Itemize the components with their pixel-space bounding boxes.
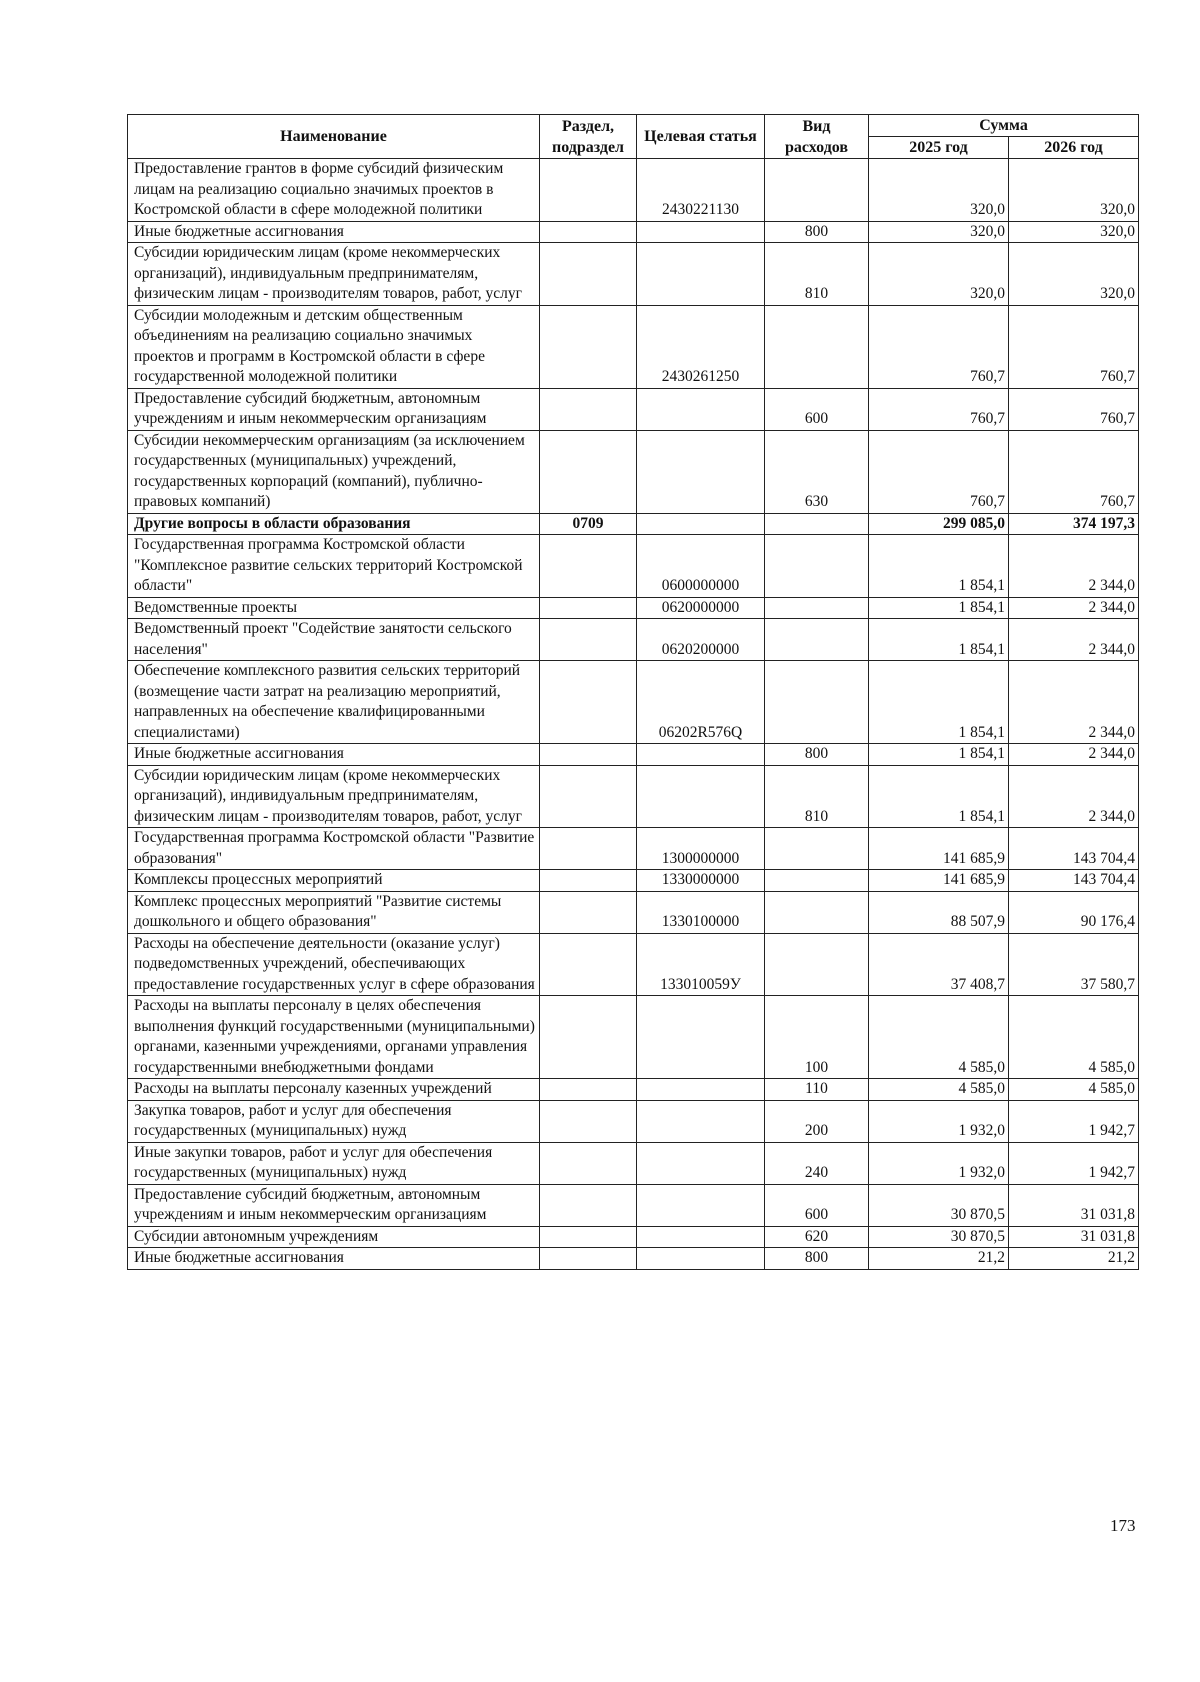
header-name: Наименование [128, 115, 540, 159]
row-section [540, 1142, 637, 1184]
row-sum-2026: 31 031,8 [1009, 1226, 1139, 1248]
row-name: Иные бюджетные ассигнования [128, 1248, 540, 1270]
table-row [128, 535, 1139, 598]
header-year-2025: 2025 год [869, 137, 1009, 159]
row-sum-2025: 760,7 [869, 388, 1009, 430]
row-kind [765, 933, 869, 996]
row-kind: 800 [765, 221, 869, 243]
row-sum-2025: 1 854,1 [869, 619, 1009, 661]
table-row [128, 305, 1139, 388]
row-sum-2026: 2 344,0 [1009, 597, 1139, 619]
row-kind: 800 [765, 1248, 869, 1270]
row-sum-2025: 1 854,1 [869, 765, 1009, 828]
row-target [637, 1079, 765, 1101]
table-row [128, 765, 1139, 828]
row-target: 133010059У [637, 933, 765, 996]
row-kind [765, 159, 869, 222]
row-name: Иные бюджетные ассигнования [128, 221, 540, 243]
table-row [128, 221, 1139, 243]
row-kind [765, 891, 869, 933]
row-section [540, 1079, 637, 1101]
table-row [128, 430, 1139, 513]
row-sum-2026: 2 344,0 [1009, 744, 1139, 766]
table-row [128, 1142, 1139, 1184]
row-sum-2025: 37 408,7 [869, 933, 1009, 996]
row-target: 0600000000 [637, 535, 765, 598]
row-target [637, 1226, 765, 1248]
row-sum-2026: 2 344,0 [1009, 765, 1139, 828]
row-section [540, 996, 637, 1079]
row-target: 2430261250 [637, 305, 765, 388]
row-target [637, 765, 765, 828]
row-sum-2025: 141 685,9 [869, 828, 1009, 870]
row-target [637, 388, 765, 430]
row-kind: 100 [765, 996, 869, 1079]
table-row [128, 619, 1139, 661]
table-row [128, 597, 1139, 619]
row-name: Иные закупки товаров, работ и услуг для обеспечения государственных (муниципальных) нужд [128, 1142, 540, 1184]
row-target: 1330000000 [637, 870, 765, 892]
row-section [540, 891, 637, 933]
table-row [128, 1248, 1139, 1270]
row-name: Субсидии юридическим лицам (кроме некоммерческих организаций), индивидуальным предпринимателям, физическим лицам - производителям товаров, работ, услуг [128, 765, 540, 828]
row-section [540, 1184, 637, 1226]
row-sum-2026: 2 344,0 [1009, 535, 1139, 598]
table-row-section-total [128, 513, 1139, 535]
row-target [637, 1100, 765, 1142]
row-target: 0620200000 [637, 619, 765, 661]
row-name: Другие вопросы в области образования [128, 513, 540, 535]
row-name: Комплекс процессных мероприятий "Развитие системы дошкольного и общего образования" [128, 891, 540, 933]
row-name: Предоставление субсидий бюджетным, автономным учреждениям и иным некоммерческим организациям [128, 1184, 540, 1226]
row-sum-2026: 760,7 [1009, 388, 1139, 430]
row-kind [765, 619, 869, 661]
row-name: Субсидии молодежным и детским общественным объединениям на реализацию социально значимых проектов и программ в Костромской области в сфере государственной молодежной политики [128, 305, 540, 388]
row-kind [765, 828, 869, 870]
row-section [540, 828, 637, 870]
row-sum-2026: 37 580,7 [1009, 933, 1139, 996]
table-row [128, 996, 1139, 1079]
row-kind: 240 [765, 1142, 869, 1184]
row-section [540, 597, 637, 619]
row-sum-2025: 88 507,9 [869, 891, 1009, 933]
row-target [637, 221, 765, 243]
row-name: Субсидии автономным учреждениям [128, 1226, 540, 1248]
row-sum-2025: 4 585,0 [869, 996, 1009, 1079]
row-sum-2026: 1 942,7 [1009, 1142, 1139, 1184]
row-sum-2026: 760,7 [1009, 305, 1139, 388]
row-target: 1300000000 [637, 828, 765, 870]
row-section [540, 870, 637, 892]
row-sum-2025: 1 932,0 [869, 1100, 1009, 1142]
row-sum-2025: 4 585,0 [869, 1079, 1009, 1101]
header-year-2026: 2026 год [1009, 137, 1139, 159]
row-target [637, 996, 765, 1079]
row-target: 0620000000 [637, 597, 765, 619]
table-row [128, 933, 1139, 996]
row-sum-2026: 2 344,0 [1009, 661, 1139, 744]
row-target [637, 513, 765, 535]
table-row [128, 388, 1139, 430]
row-sum-2026: 90 176,4 [1009, 891, 1139, 933]
row-name: Предоставление субсидий бюджетным, автономным учреждениям и иным некоммерческим организациям [128, 388, 540, 430]
row-section [540, 243, 637, 306]
row-sum-2025: 30 870,5 [869, 1226, 1009, 1248]
row-sum-2026: 31 031,8 [1009, 1184, 1139, 1226]
row-kind: 200 [765, 1100, 869, 1142]
row-name: Государственная программа Костромской области "Комплексное развитие сельских территорий Костромской области" [128, 535, 540, 598]
table-row [128, 744, 1139, 766]
row-name: Субсидии юридическим лицам (кроме некоммерческих организаций), индивидуальным предпринимателям, физическим лицам - производителям товаров, работ, услуг [128, 243, 540, 306]
row-kind: 110 [765, 1079, 869, 1101]
table-header [128, 115, 1139, 159]
table-row [128, 1184, 1139, 1226]
row-name: Закупка товаров, работ и услуг для обеспечения государственных (муниципальных) нужд [128, 1100, 540, 1142]
row-section [540, 1226, 637, 1248]
row-sum-2026: 320,0 [1009, 221, 1139, 243]
row-target [637, 1142, 765, 1184]
table-row [128, 1100, 1139, 1142]
row-target: 1330100000 [637, 891, 765, 933]
row-kind: 600 [765, 388, 869, 430]
row-section [540, 388, 637, 430]
row-sum-2025: 1 854,1 [869, 535, 1009, 598]
row-sum-2026: 143 704,4 [1009, 828, 1139, 870]
row-section [540, 159, 637, 222]
row-sum-2025: 1 854,1 [869, 597, 1009, 619]
row-name: Расходы на выплаты персоналу казенных учреждений [128, 1079, 540, 1101]
row-name: Комплексы процессных мероприятий [128, 870, 540, 892]
header-target: Целевая статья [637, 115, 765, 159]
row-kind: 800 [765, 744, 869, 766]
row-kind [765, 870, 869, 892]
table-row [128, 1226, 1139, 1248]
header-sum: Сумма [869, 115, 1139, 137]
row-sum-2026: 320,0 [1009, 243, 1139, 306]
row-kind [765, 597, 869, 619]
row-sum-2025: 1 932,0 [869, 1142, 1009, 1184]
row-name: Государственная программа Костромской области "Развитие образования" [128, 828, 540, 870]
row-section [540, 430, 637, 513]
row-sum-2026: 4 585,0 [1009, 1079, 1139, 1101]
table-row [128, 828, 1139, 870]
row-sum-2025: 1 854,1 [869, 744, 1009, 766]
row-sum-2025: 21,2 [869, 1248, 1009, 1270]
row-name: Обеспечение комплексного развития сельских территорий (возмещение части затрат на реализацию мероприятий, направленных на обеспечение квалифицированными специалистами) [128, 661, 540, 744]
header-kind: Вид расходов [765, 115, 869, 159]
row-section [540, 305, 637, 388]
row-section: 0709 [540, 513, 637, 535]
row-section [540, 619, 637, 661]
row-section [540, 765, 637, 828]
row-target [637, 243, 765, 306]
row-kind: 810 [765, 765, 869, 828]
row-section [540, 1100, 637, 1142]
page-number: 173 [1110, 1516, 1136, 1535]
row-kind [765, 305, 869, 388]
row-sum-2026: 320,0 [1009, 159, 1139, 222]
row-kind: 620 [765, 1226, 869, 1248]
row-section [540, 221, 637, 243]
row-sum-2025: 320,0 [869, 243, 1009, 306]
row-name: Расходы на выплаты персоналу в целях обеспечения выполнения функций государственными (муниципальными) органами, казенными учреждениями, органами управления государственными внебюджетными фондами [128, 996, 540, 1079]
row-kind: 630 [765, 430, 869, 513]
row-target [637, 1248, 765, 1270]
row-name: Предоставление грантов в форме субсидий физическим лицам на реализацию социально значимых проектов в Костромской области в сфере молодежной политики [128, 159, 540, 222]
table-row [128, 870, 1139, 892]
row-sum-2026: 4 585,0 [1009, 996, 1139, 1079]
row-sum-2025: 320,0 [869, 159, 1009, 222]
row-kind: 810 [765, 243, 869, 306]
row-section [540, 1248, 637, 1270]
table-row [128, 159, 1139, 222]
row-sum-2026: 374 197,3 [1009, 513, 1139, 535]
row-section [540, 933, 637, 996]
row-name: Расходы на обеспечение деятельности (оказание услуг) подведомственных учреждений, обеспечивающих предоставление государственных услуг в сфере образования [128, 933, 540, 996]
row-sum-2025: 760,7 [869, 305, 1009, 388]
row-target [637, 744, 765, 766]
header-section: Раздел, подраздел [540, 115, 637, 159]
row-name: Ведомственные проекты [128, 597, 540, 619]
row-kind [765, 513, 869, 535]
row-sum-2025: 760,7 [869, 430, 1009, 513]
row-target [637, 1184, 765, 1226]
table-row [128, 243, 1139, 306]
row-sum-2026: 143 704,4 [1009, 870, 1139, 892]
row-sum-2026: 2 344,0 [1009, 619, 1139, 661]
row-kind [765, 661, 869, 744]
row-kind [765, 535, 869, 598]
row-name: Ведомственный проект "Содействие занятости сельского населения" [128, 619, 540, 661]
table-row [128, 661, 1139, 744]
row-section [540, 535, 637, 598]
row-name: Субсидии некоммерческим организациям (за исключением государственных (муниципальных) учреждений, государственных корпораций (компаний), публично-правовых компаний) [128, 430, 540, 513]
row-target: 06202R576Q [637, 661, 765, 744]
row-sum-2025: 299 085,0 [869, 513, 1009, 535]
table-body [128, 159, 1139, 1270]
row-sum-2026: 21,2 [1009, 1248, 1139, 1270]
row-sum-2025: 1 854,1 [869, 661, 1009, 744]
row-target [637, 430, 765, 513]
row-sum-2025: 141 685,9 [869, 870, 1009, 892]
row-sum-2025: 30 870,5 [869, 1184, 1009, 1226]
budget-table-sheet [127, 114, 1139, 1270]
row-section [540, 744, 637, 766]
table-row [128, 1079, 1139, 1101]
row-kind: 600 [765, 1184, 869, 1226]
row-section [540, 661, 637, 744]
row-sum-2026: 1 942,7 [1009, 1100, 1139, 1142]
row-sum-2025: 320,0 [869, 221, 1009, 243]
row-name: Иные бюджетные ассигнования [128, 744, 540, 766]
budget-table [127, 114, 1139, 1270]
table-row [128, 891, 1139, 933]
row-sum-2026: 760,7 [1009, 430, 1139, 513]
row-target: 2430221130 [637, 159, 765, 222]
